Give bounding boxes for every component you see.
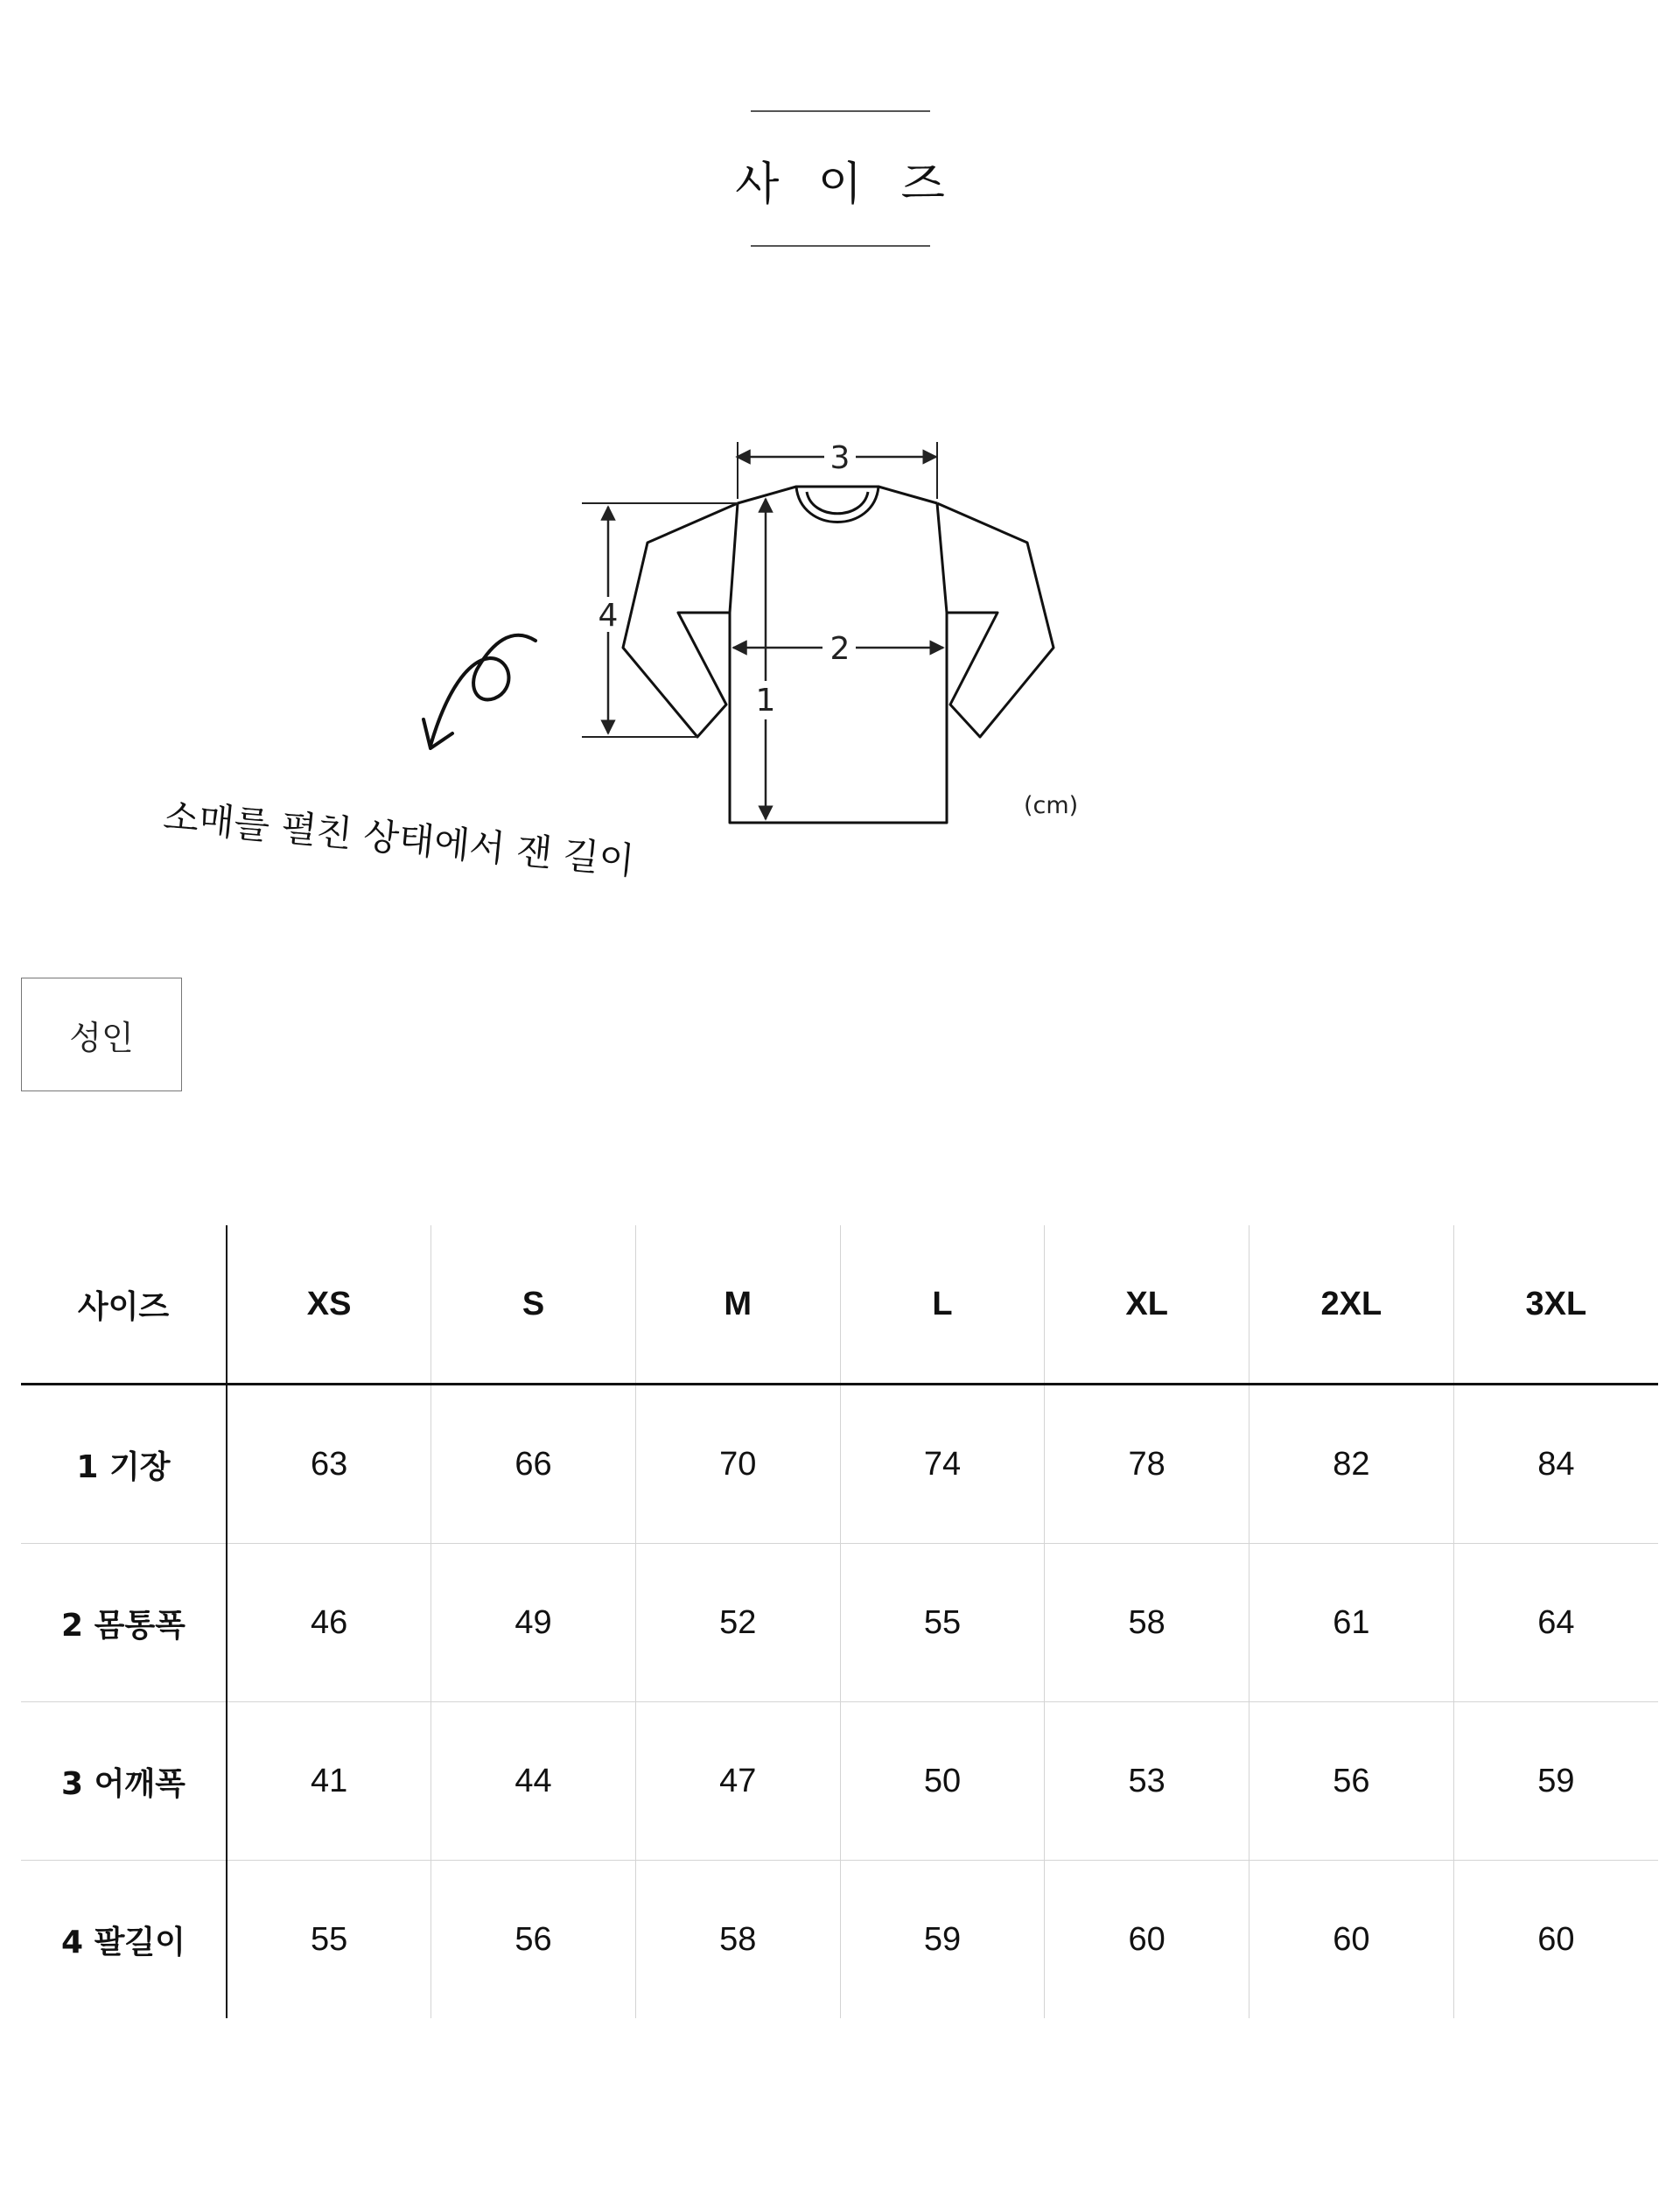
measurement-note: 소매를 펼친 상태에서 잰 길이 [161,794,637,883]
size-header-s: S [431,1225,636,1385]
row-label: 3 어깨폭 [21,1702,227,1861]
table-cell: 78 [1045,1385,1250,1544]
table-cell: 47 [635,1702,840,1861]
table-cell: 56 [431,1861,636,2019]
table-cell: 59 [1453,1702,1658,1861]
title-rule-top [751,110,930,112]
table-corner-header: 사이즈 [21,1225,227,1385]
table-cell: 66 [431,1385,636,1544]
table-cell: 52 [635,1544,840,1702]
table-cell: 49 [431,1544,636,1702]
curly-arrow-icon [430,635,536,746]
size-diagram [0,403,1680,893]
table-cell: 59 [840,1861,1045,2019]
table-cell: 41 [227,1702,431,1861]
table-row [21,1544,1658,1702]
size-header-2xl: 2XL [1250,1225,1454,1385]
table-row [21,1702,1658,1861]
table-cell: 50 [840,1702,1045,1861]
table-cell: 60 [1045,1861,1250,2019]
size-header-xl: XL [1045,1225,1250,1385]
page-title: 사 이 즈 [735,158,957,211]
row-label: 2 몸통폭 [21,1544,227,1702]
table-cell: 63 [227,1385,431,1544]
diagram-label-4: 4 [598,598,619,634]
table-cell: 82 [1250,1385,1454,1544]
diagram-label-1: 1 [755,683,776,719]
size-header-m: M [635,1225,840,1385]
table-cell: 56 [1250,1702,1454,1861]
table-cell: 61 [1250,1544,1454,1702]
table-cell: 44 [431,1702,636,1861]
unit-label: (cm) [1024,792,1079,819]
size-header-xs: XS [227,1225,431,1385]
table-cell: 60 [1453,1861,1658,2019]
size-header-l: L [840,1225,1045,1385]
row-label: 1 기장 [21,1385,227,1544]
table-cell: 84 [1453,1385,1658,1544]
diagram-label-3: 3 [830,440,850,476]
size-table [21,1225,1658,2018]
table-row [21,1385,1658,1544]
tshirt-shoulder-line [738,487,937,503]
table-header-row [21,1225,1658,1385]
tab-adult[interactable]: 성인 [21,978,182,1091]
table-cell: 46 [227,1544,431,1702]
table-cell: 58 [1045,1544,1250,1702]
table-cell: 64 [1453,1544,1658,1702]
tshirt-collar [796,487,878,522]
table-row [21,1861,1658,2019]
table-cell: 55 [840,1544,1045,1702]
table-cell: 70 [635,1385,840,1544]
size-header-3xl: 3XL [1453,1225,1658,1385]
tshirt-right-sleeve [937,503,1054,737]
tshirt-left-sleeve [623,503,738,737]
table-cell: 58 [635,1861,840,2019]
table-cell: 74 [840,1385,1045,1544]
table-cell: 53 [1045,1702,1250,1861]
diagram-label-2: 2 [830,631,850,667]
title-rule-bottom [751,245,930,247]
row-label: 4 팔길이 [21,1861,227,2019]
table-cell: 55 [310,1920,348,1958]
table-cell: 60 [1250,1861,1454,2019]
